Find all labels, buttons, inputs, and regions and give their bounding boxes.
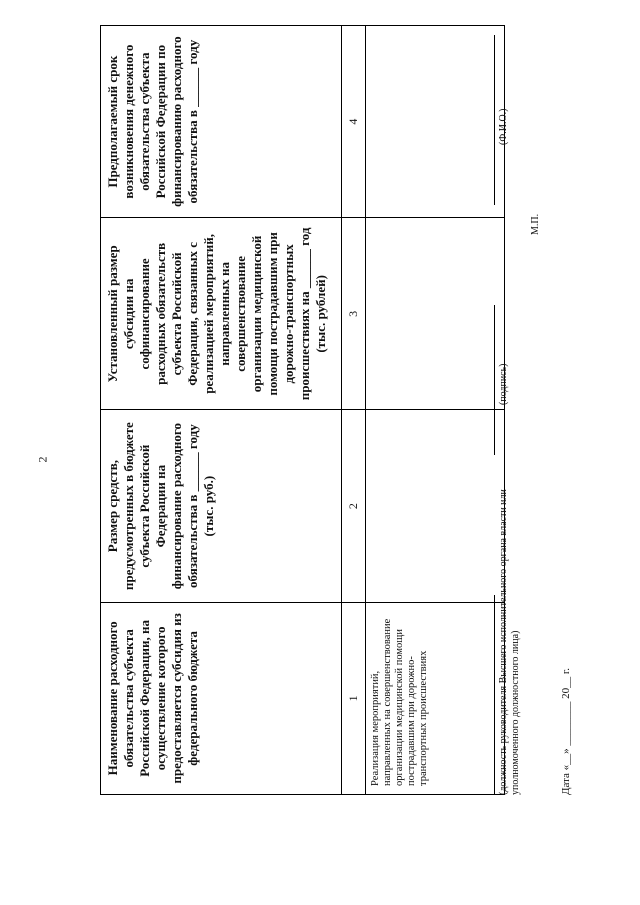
row-cell-1: Реализация мероприятий, направленных на совершенствование организации медицинской помощи пострадавшим при дорожно-транспортных происшествиях xyxy=(366,602,505,794)
column-number-3: 3 xyxy=(342,218,366,410)
signature-caption: (подпись) xyxy=(498,363,509,405)
table-header-row xyxy=(101,26,342,795)
header-cell-4: Предполагаемый срок возникновения денежного обязательства субъекта Российской Федерации по финансированию расходного обязательства в ______ году xyxy=(101,26,342,218)
stamp-label: М.П. xyxy=(530,213,541,235)
row-cell-4 xyxy=(366,26,505,218)
header-cell-1: Наименование расходного обязательства субъекта Российской Федерации, на осуществление которого предоставляется субсидия из федерального бюджета xyxy=(101,602,342,794)
signature-block xyxy=(490,25,590,795)
name-line xyxy=(494,35,495,205)
header-cell-3: Установленный размер субсидии на софинансирование расходных обязательств субъекта Российской Федерации, связанных с реализацией мероприятий, направленных на совершенствование организации медицинской помощи пострадавшим при дорожно-транспортных происшествиях на ______ год (тыс. рублей) xyxy=(101,218,342,410)
subsidy-table xyxy=(100,25,505,795)
column-number-4: 4 xyxy=(342,26,366,218)
column-number-2: 2 xyxy=(342,410,366,602)
rotated-page xyxy=(50,0,640,855)
name-caption: (Ф.И.О.) xyxy=(498,108,509,145)
column-number-row xyxy=(342,26,366,795)
position-caption: (должность руководителя Высшего исполнительного органа власти или уполномоченного должностного лица) xyxy=(498,489,521,795)
row-cell-3 xyxy=(366,218,505,410)
signature-line xyxy=(494,305,495,455)
column-number-1: 1 xyxy=(342,602,366,794)
row-cell-2 xyxy=(366,410,505,602)
header-cell-2: Размер средств, предусмотренных в бюджете субъекта Российской Федерации на финансирование расходного обязательства в ______ году (тыс. руб.) xyxy=(101,410,342,602)
table-row xyxy=(366,26,505,795)
position-line xyxy=(494,595,495,795)
date-line: Дата «__» ________ 20__ г. xyxy=(560,668,572,795)
page-number: 2 xyxy=(35,456,50,463)
